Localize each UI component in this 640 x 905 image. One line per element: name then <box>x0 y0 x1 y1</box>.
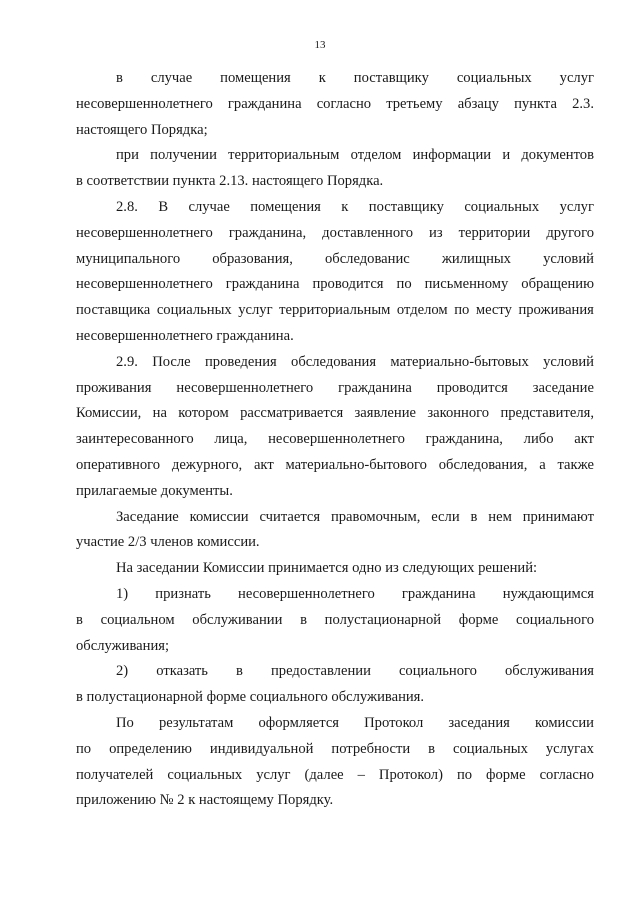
word: принимают <box>522 508 594 525</box>
word: помещения <box>250 198 321 215</box>
word: условий <box>543 250 594 267</box>
word: обследования, <box>438 456 528 473</box>
page-number: 13 <box>314 39 326 51</box>
word: социальных <box>167 766 243 783</box>
word: определению <box>109 740 192 757</box>
text-line <box>76 298 594 324</box>
word: обслуживании <box>192 611 283 628</box>
text-line <box>76 66 594 92</box>
word: случае <box>188 198 230 215</box>
word: признать <box>155 585 211 602</box>
text-line: приложению № 2 к настоящему Порядку. <box>76 792 334 809</box>
text-line <box>76 195 594 221</box>
word: обращению <box>521 276 594 293</box>
word: поставщика <box>76 302 151 319</box>
word: материально-бытовых <box>390 353 529 370</box>
word: абзацу <box>457 95 499 112</box>
word: жилищных <box>441 250 511 267</box>
text-line <box>76 763 594 789</box>
word: в <box>470 508 478 525</box>
word: в <box>76 611 83 628</box>
word: комиссии <box>534 714 594 731</box>
word: месту <box>475 302 512 319</box>
word: поставщику <box>353 70 429 86</box>
text-line: в соответствии пункта 2.13. настоящего Порядка. <box>76 173 384 190</box>
word: (далее <box>304 766 344 783</box>
word: услуг <box>559 198 594 215</box>
word: материально-бытового <box>285 456 427 473</box>
word: правомочным, <box>330 508 421 525</box>
word: законного <box>427 405 490 422</box>
word: предоставлении <box>271 663 371 680</box>
word: по <box>396 276 412 293</box>
word: социальных <box>456 70 532 86</box>
text-line <box>76 272 594 298</box>
word: – <box>357 766 365 783</box>
word: дежурного, <box>171 456 243 473</box>
word: документов <box>521 147 594 164</box>
word: отделом <box>396 302 448 319</box>
word: обслуживания <box>504 663 594 680</box>
word: проживания <box>518 302 594 319</box>
text-line: участие 2/3 членов комиссии. <box>76 534 260 551</box>
word: несовершеннолетнего <box>76 276 213 293</box>
word: в <box>300 611 307 628</box>
text-line <box>76 143 594 169</box>
word: либо <box>523 431 554 448</box>
word: по <box>456 766 473 783</box>
word: заинтересованного <box>76 431 194 448</box>
word: несовершеннолетнего <box>76 95 213 112</box>
text-line <box>76 711 594 737</box>
word: пункта <box>514 95 557 112</box>
text-line: в полустационарной форме социального обслуживания. <box>76 689 425 706</box>
word: условий <box>543 353 594 370</box>
word: форме <box>486 766 526 783</box>
word: в <box>236 663 243 680</box>
word: отделом <box>350 147 402 164</box>
word: В <box>158 198 169 215</box>
text-line <box>76 247 594 273</box>
word: социального <box>398 663 477 680</box>
word: считается <box>259 508 321 525</box>
word: получении <box>150 147 217 164</box>
word: 2.3. <box>572 95 594 112</box>
text-line <box>76 401 594 427</box>
text-line <box>76 376 594 402</box>
word: если <box>431 508 460 525</box>
word: получателей <box>76 766 154 783</box>
word: 2) <box>116 663 129 680</box>
word: акт <box>253 456 274 473</box>
word: несовершеннолетнего <box>238 585 375 602</box>
word: социальных <box>156 302 232 319</box>
word: После <box>152 353 191 370</box>
word: к <box>341 198 349 215</box>
word: услугах <box>545 740 594 757</box>
word: из <box>429 224 443 241</box>
word: доставленного <box>322 224 414 241</box>
word: гражданина, <box>228 224 307 241</box>
word: несовершеннолетнего <box>176 379 314 396</box>
word: рассматривается <box>240 405 344 422</box>
text-line <box>76 453 594 479</box>
word: услуг <box>559 70 594 86</box>
text-line <box>76 582 594 608</box>
word: несовершеннолетнего <box>76 224 213 241</box>
word: форме <box>458 611 499 628</box>
text-line <box>76 350 594 376</box>
word: потребности <box>331 740 411 757</box>
word: Протокол) <box>378 766 443 783</box>
word: социальном <box>100 611 175 628</box>
word: согласно <box>539 766 594 783</box>
word: также <box>557 456 594 473</box>
text-line <box>76 608 594 634</box>
word: другого <box>546 224 594 241</box>
word: на <box>152 405 167 422</box>
word: проводится <box>436 379 508 396</box>
word: проживания <box>76 379 152 396</box>
word: территориальным <box>279 302 391 319</box>
word: Комиссии, <box>76 405 142 422</box>
word: проводится <box>312 276 384 293</box>
text-line <box>76 505 594 531</box>
word: помещения <box>220 70 291 86</box>
word: гражданина, <box>425 431 503 448</box>
text-line <box>76 221 594 247</box>
word: социальных <box>464 198 540 215</box>
document-body <box>76 66 594 814</box>
text-line <box>76 737 594 763</box>
word: а <box>539 456 546 473</box>
word: в <box>116 70 123 86</box>
text-line: настоящего Порядка; <box>76 121 208 138</box>
word: услуг <box>238 302 273 319</box>
word: в <box>428 740 436 757</box>
word: письменному <box>424 276 509 293</box>
word: гражданина <box>338 379 412 396</box>
word: 2.9. <box>116 353 138 370</box>
word: По <box>116 714 134 731</box>
word: индивидуальной <box>209 740 314 757</box>
word: информации <box>412 147 492 164</box>
word: оформляется <box>258 714 340 731</box>
word: третьему <box>386 95 443 112</box>
word: Протокол <box>364 714 424 731</box>
word: гражданина <box>227 95 302 112</box>
word: комиссии <box>189 508 249 525</box>
word: территориальным <box>228 147 340 164</box>
word: акт <box>574 431 594 448</box>
word: обследованис <box>324 250 410 267</box>
word: и <box>502 147 511 164</box>
text-line: прилагаемые документы. <box>76 482 233 499</box>
word: 2.8. <box>116 198 138 215</box>
word: к <box>318 70 326 86</box>
word: заседание <box>532 379 594 396</box>
word: нуждающимся <box>502 585 594 602</box>
word: 1) <box>116 585 129 602</box>
word: котором <box>178 405 229 422</box>
text-line: На заседании Комиссии принимается одно из следующих решений: <box>116 560 538 577</box>
word: результатам <box>158 714 234 731</box>
word: проведения <box>204 353 277 370</box>
word: представителя, <box>500 405 594 422</box>
word: услуг <box>256 766 291 783</box>
word: поставщику <box>368 198 444 215</box>
word: по <box>76 740 92 757</box>
word: при <box>116 147 139 164</box>
word: гражданина <box>225 276 300 293</box>
word: несовершеннолетнего <box>268 431 405 448</box>
word: согласно <box>316 95 372 112</box>
word: заявление <box>354 405 417 422</box>
text-line: несовершеннолетнего гражданина. <box>76 327 294 344</box>
word: социального <box>516 611 594 628</box>
word: случае <box>150 70 193 86</box>
word: обследования <box>291 353 377 370</box>
word: нем <box>488 508 512 525</box>
word: образования, <box>212 250 293 267</box>
word: гражданина <box>401 585 476 602</box>
text-line: обслуживания; <box>76 637 170 654</box>
word: оперативного <box>76 456 161 473</box>
word: территории <box>458 224 531 241</box>
text-line <box>76 659 594 685</box>
word: Заседание <box>116 508 179 525</box>
word: по <box>454 302 470 319</box>
word: лица, <box>214 431 248 448</box>
word: полустационарной <box>324 611 442 628</box>
word: муниципального <box>76 250 181 267</box>
text-line <box>76 92 594 118</box>
text-line <box>76 427 594 453</box>
word: отказать <box>156 663 208 680</box>
word: социальных <box>453 740 528 757</box>
word: заседания <box>448 714 510 731</box>
